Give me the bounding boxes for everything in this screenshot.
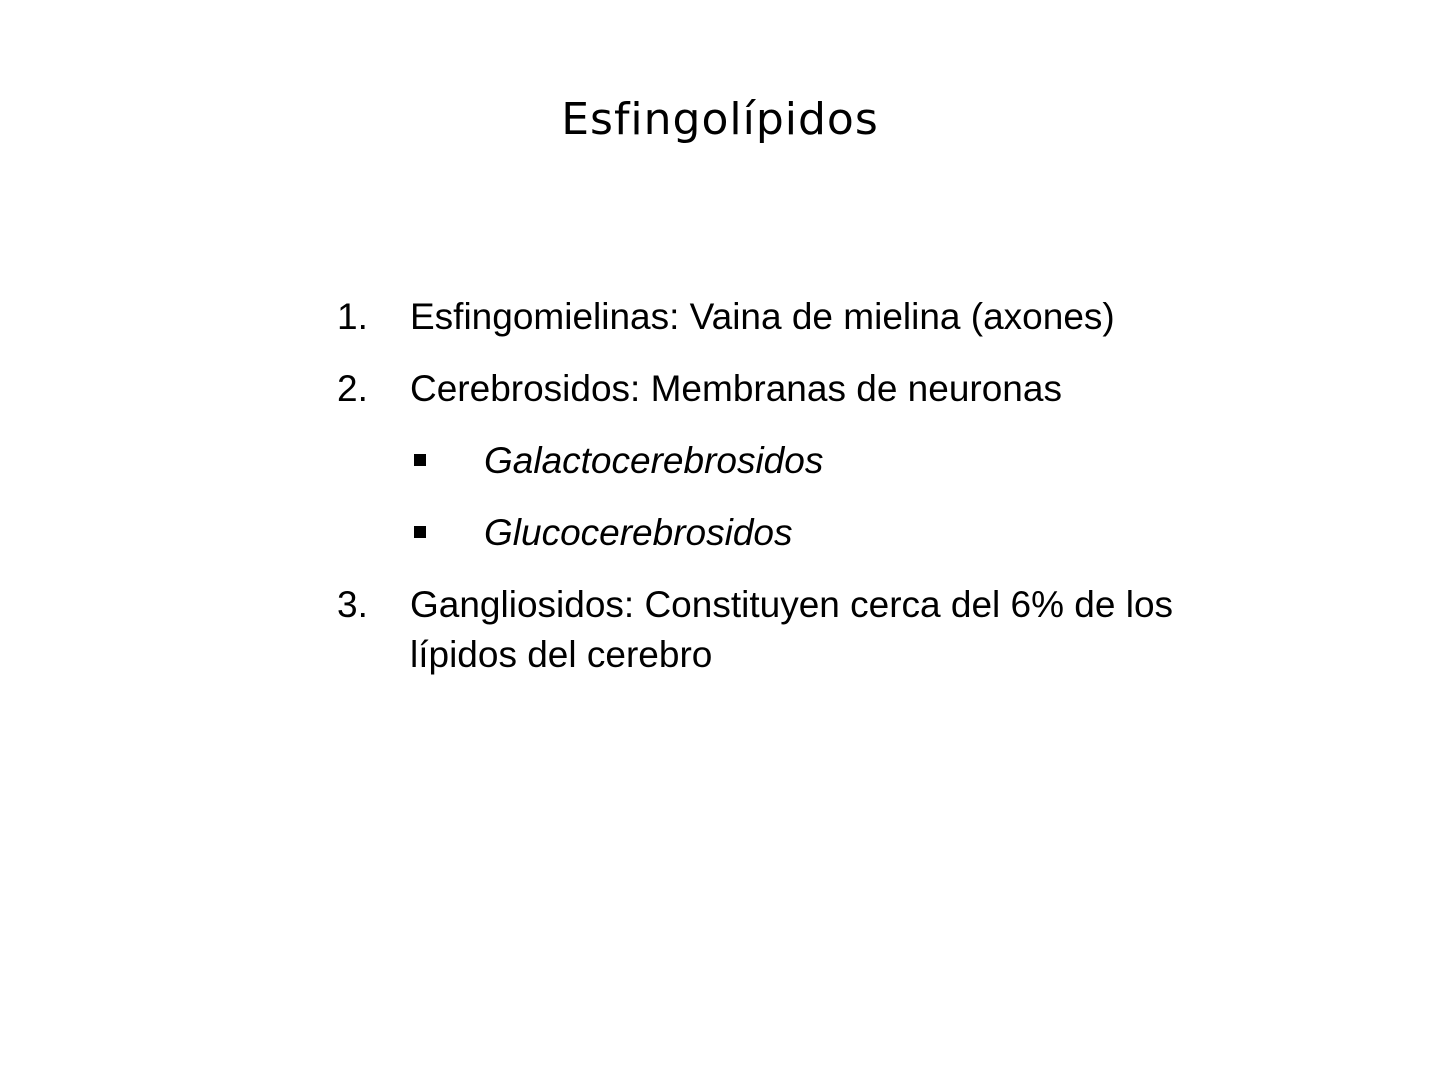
sub-item-text: Galactocerebrosidos xyxy=(484,440,824,481)
item-text: Gangliosidos: Constituyen cerca del 6% de los lípidos del cerebro xyxy=(410,584,1174,675)
item-text: Esfingomielinas: Vaina de mielina (axones) xyxy=(410,296,1115,337)
list-item xyxy=(337,292,1217,342)
item-number: 3. xyxy=(337,584,368,625)
item-number: 2. xyxy=(337,368,368,409)
sub-item-text: Glucocerebrosidos xyxy=(484,512,793,553)
item-number: 1. xyxy=(337,296,368,337)
item-text: Cerebrosidos: Membranas de neuronas xyxy=(410,368,1062,409)
square-bullet-icon xyxy=(414,454,426,466)
sub-list-item xyxy=(337,436,1217,486)
slide-title: Esfingolípidos xyxy=(561,94,879,145)
list-item xyxy=(337,580,1217,680)
sub-list-item xyxy=(337,508,1217,558)
content-list xyxy=(337,292,1217,680)
list-item xyxy=(337,364,1217,414)
square-bullet-icon xyxy=(414,526,426,538)
